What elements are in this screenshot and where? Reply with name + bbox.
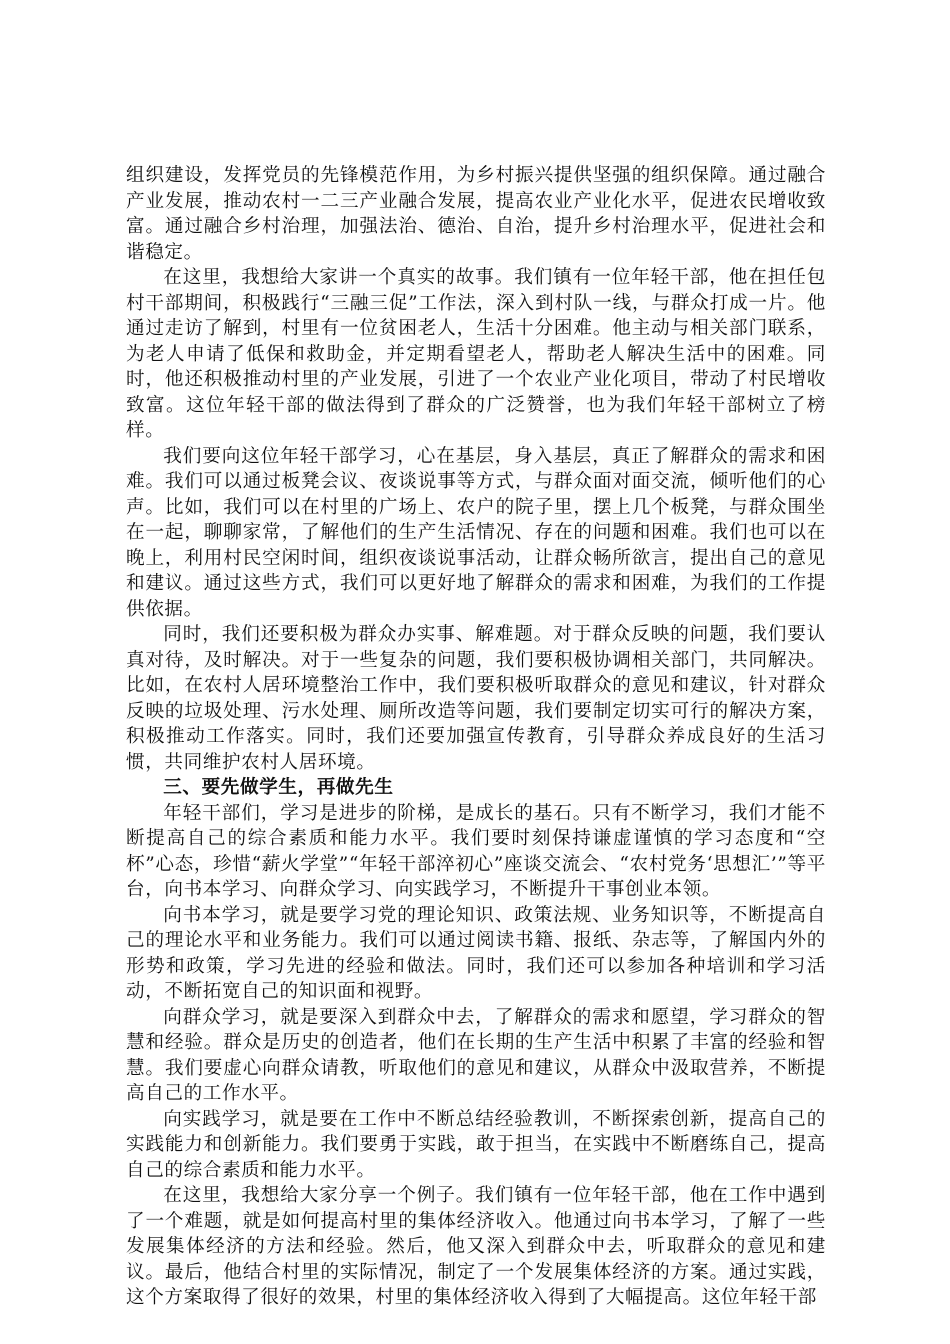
body-paragraph: 在这里，我想给大家讲一个真实的故事。我们镇有一位年轻干部，他在担任包村干部期间，积极践行“三融三促”工作法，深入到村队一线，与群众打成一片。他通过走访了解到，村里有一位贫困老人，生活十分困难。他主动与相关部门联系，为老人申请了低保和救助金，并定期看望老人，帮助老人解决生活中的困难。同时，他还积极推动村里的产业发展，引进了一个农业产业化项目，带动了村民增收致富。这位年轻干部的做法得到了群众的广泛赞誉，也为我们年轻干部树立了榜样。	[126, 267, 826, 441]
document-page	[126, 163, 826, 1311]
body-paragraph: 组织建设，发挥党员的先锋模范作用，为乡村振兴提供坚强的组织保障。通过融合产业发展，推动农村一二三产业融合发展，提高农业产业化水平，促进农民增收致富。通过融合乡村治理，加强法治、德治、自治，提升乡村治理水平，促进社会和谐稳定。	[126, 165, 826, 263]
body-paragraph: 向实践学习，就是要在工作中不断总结经验教训，不断探索创新，提高自己的实践能力和创新能力。我们要勇于实践，敢于担当，在实践中不断磨练自己，提高自己的综合素质和能力水平。	[126, 1108, 826, 1181]
body-paragraph: 我们要向这位年轻干部学习，心在基层，身入基层，真正了解群众的需求和困难。我们可以通过板凳会议、夜谈说事等方式，与群众面对面交流，倾听他们的心声。比如，我们可以在村里的广场上、农户的院子里，摆上几个板凳，与群众围坐在一起，聊聊家常，了解他们的生产生活情况、存在的问题和困难。我们也可以在晚上，利用村民空闲时间，组织夜谈说事活动，让群众畅所欲言，提出自己的意见和建议。通过这些方式，我们可以更好地了解群众的需求和困难，为我们的工作提供依据。	[126, 445, 826, 620]
body-paragraph: 同时，我们还要积极为群众办实事、解难题。对于群众反映的问题，我们要认真对待，及时解决。对于一些复杂的问题，我们要积极协调相关部门，共同解决。比如，在农村人居环境整治工作中，我们要积极听取群众的意见和建议，针对群众反映的垃圾处理、污水处理、厕所改造等问题，我们要制定切实可行的解决方案，积极推动工作落实。同时，我们还要加强宣传教育，引导群众养成良好的生活习惯，共同维护农村人居环境。	[126, 624, 826, 773]
section-heading: 三、要先做学生，再做先生	[163, 777, 394, 798]
body-paragraph: 年轻干部们，学习是进步的阶梯，是成长的基石。只有不断学习，我们才能不断提高自己的综合素质和能力水平。我们要时刻保持谦虚谨慎的学习态度和“空杯”心态，珍惜“薪火学堂”“年轻干部淬初心”座谈交流会、“农村党务‘思想汇’”等平台，向书本学习、向群众学习、向实践学习，不断提升干事创业本领。	[126, 802, 826, 900]
body-paragraph: 向书本学习，就是要学习党的理论知识、政策法规、业务知识等，不断提高自己的理论水平和业务能力。我们可以通过阅读书籍、报纸、杂志等，了解国内外的形势和政策，学习先进的经验和做法。同时，我们还可以参加各种培训和学习活动，不断拓宽自己的知识面和视野。	[126, 904, 826, 1002]
body-paragraph: 在这里，我想给大家分享一个例子。我们镇有一位年轻干部，他在工作中遇到了一个难题，就是如何提高村里的集体经济收入。他通过向书本学习，了解了一些发展集体经济的方法和经验。然后，他又深入到群众中去，听取群众的意见和建议。最后，他结合村里的实际情况，制定了一个发展集体经济的方案。通过实践，这个方案取得了很好的效果，村里的集体经济收入得到了大幅提高。这位年轻干部	[126, 1185, 826, 1308]
body-paragraph: 向群众学习，就是要深入到群众中去，了解群众的需求和愿望，学习群众的智慧和经验。群众是历史的创造者，他们在长期的生产生活中积累了丰富的经验和智慧。我们要虚心向群众请教，听取他们的意见和建议，从群众中汲取营养，不断提高自己的工作水平。	[126, 1006, 826, 1104]
